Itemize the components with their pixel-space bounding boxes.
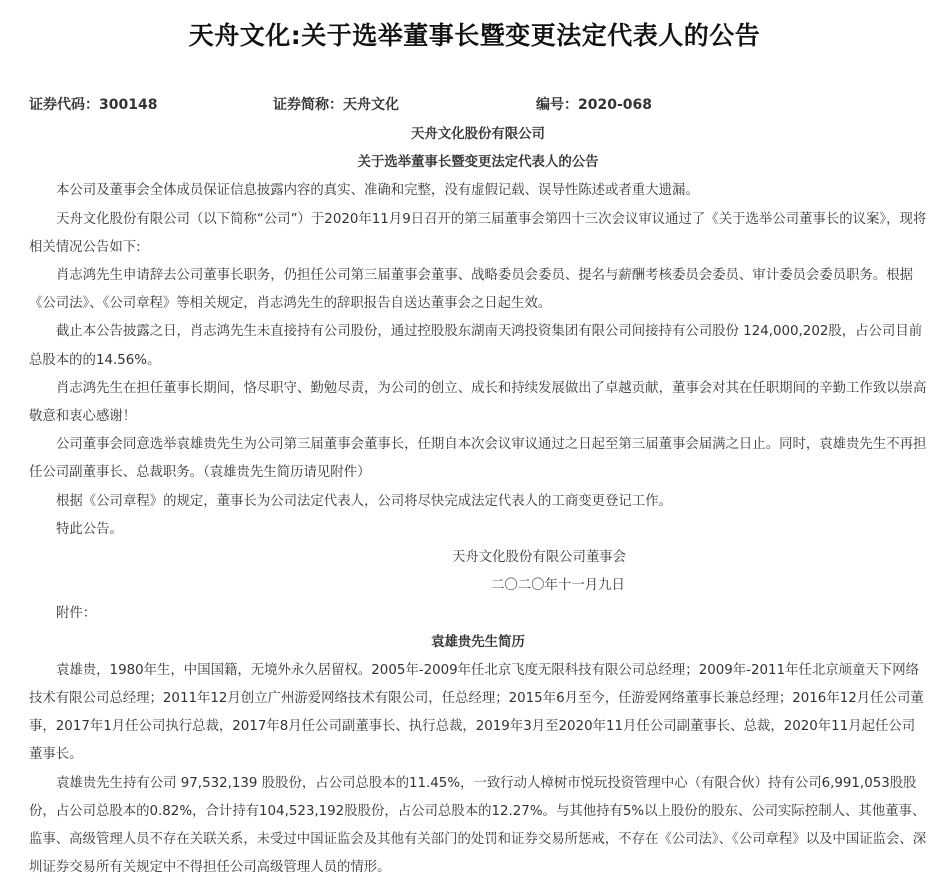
announcement-number-value: 2020-068 — [578, 97, 652, 113]
announcement-number-label: 编号： — [536, 97, 578, 113]
stock-code-value: 300148 — [99, 97, 158, 113]
announcement-number — [536, 94, 652, 116]
resume-title: 袁雄贵先生简历 — [431, 634, 525, 650]
signature: 天舟文化股份有限公司董事会 — [452, 550, 627, 566]
attachment-label: 附件： — [56, 606, 97, 622]
paragraph-shareholding: 截止本公告披露之日，肖志鸿先生未直接持有公司股份，通过控股股东湖南天鸿投资集团有限公司间接持有公司股份 124,000,202股，占公司目前总股本的的14.56%。 — [29, 324, 923, 368]
paragraph-intro: 天舟文化股份有限公司（以下简称“公司”）于2020年11月9日召开的第三届董事会第四十三次会议审议通过了《关于选举公司董事长的议案》，现将相关情况公告如下: — [29, 211, 927, 255]
paragraph-resume: 袁雄贵，1980年生，中国国籍，无境外永久居留权。2005年-2009年任北京飞度无限科技有限公司总经理；2009年-2011年任北京颃童天下网络技术有限公司总经理；2011年12月创立广州游爱网络技术有限公司，任总经理；2015年6月至今，任游爱网络董事长兼总经理；2016年12月任公司董事，2017年1月任公司执行总裁，2017年8月任公司副董事长、执行总裁，2019年3月至2020年11月任公司副董事长、总裁，2020年11月起任公司董事长。 — [29, 662, 924, 763]
stock-abbr — [273, 94, 399, 116]
paragraph-holdings: 袁雄贵先生持有公司 97,532,139 股股份，占公司总股本的11.45%，一致行动人樟树市悦玩投资管理中心（有限合伙）持有公司6,991,053股股份，占公司总股本的0.82%，合计持有104,523,192股股份，占公司总股本的12.27%。与其他持有5%以上股份的股东、公司实际控制人、其他董事、监事、高级管理人员不存在关联关系，未受过中国证监会及其他有关部门的处罚和证券交易所惩戒，不存在《公司法》、《公司章程》以及中国证监会、深圳证券交易所有关规定中不得担任公司高级管理人员的情形。 — [29, 775, 927, 876]
paragraph-thanks: 肖志鸿先生在担任董事长期间，恪尽职守、勤勉尽责，为公司的创立、成长和持续发展做出了卓越贡献，董事会对其在任职期间的辛勤工作致以崇高敬意和衷心感谢！ — [29, 380, 927, 425]
page-title: 天舟文化:关于选举董事长暨变更法定代表人的公告 — [188, 21, 761, 50]
paragraph-statement: 本公司及董事会全体成员保证信息披露内容的真实、准确和完整，没有虚假记载、误导性陈述或者重大遗漏。 — [56, 183, 699, 199]
paragraph-election: 公司董事会同意选举袁雄贵先生为公司第三届董事会董事长，任期自本次会议审议通过之日起至第三届董事会届满之日止。同时，袁雄贵先生不再担任公司副董事长、总裁职务。（袁雄贵先生简历请见附件） — [29, 437, 927, 481]
company-name: 天舟文化股份有限公司 — [411, 127, 545, 142]
announcement-body — [29, 121, 927, 882]
announcement-date: 二〇二〇年十一月九日 — [491, 578, 625, 594]
stock-abbr-label: 证券简称： — [273, 97, 343, 113]
stock-code-label: 证券代码： — [29, 97, 99, 113]
stock-abbr-value: 天舟文化 — [343, 97, 399, 113]
stock-code — [29, 94, 157, 116]
paragraph-resignation: 肖志鸿先生申请辞去公司董事长职务，仍担任公司第三届董事会董事、战略委员会委员、提名与薪酬考核委员会委员、审计委员会委员职务。根据《公司法》、《公司章程》等相关规定，肖志鸿先生的辞职报告自送达董事会之日起生效。 — [29, 268, 913, 312]
paragraph-legal-rep: 根据《公司章程》的规定，董事长为公司法定代表人，公司将尽快完成法定代表人的工商变更登记工作。 — [56, 493, 672, 509]
announcement-heading: 关于选举董事长暨变更法定代表人的公告 — [357, 155, 599, 171]
paragraph-closing: 特此公告。 — [56, 521, 123, 537]
